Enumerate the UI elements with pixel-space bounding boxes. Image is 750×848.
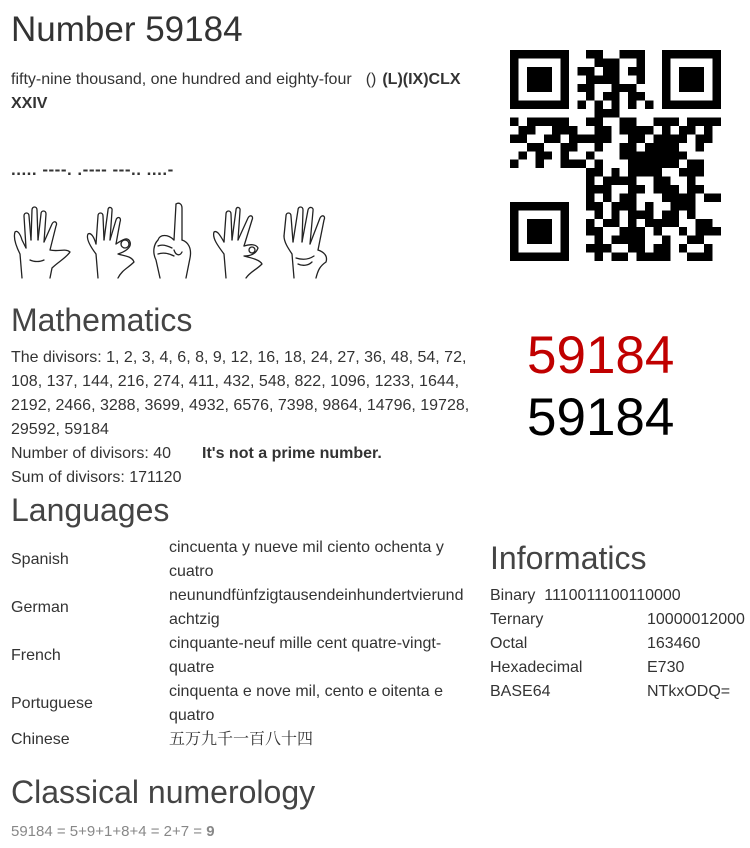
language-value [169, 584, 463, 632]
language-value-line: cuatro [169, 563, 214, 580]
info-value: NTkxODQ= [647, 683, 731, 700]
language-value-line: achtzig [169, 611, 220, 628]
number-words-block [11, 68, 481, 92]
language-value-line: quatre [169, 659, 215, 676]
table-row [11, 680, 463, 728]
divisors-line: 2192, 2466, 3288, 3699, 4932, 6576, 7398, 9864, 14796, 19728, [11, 397, 470, 414]
hand-nine-icon [78, 204, 142, 280]
info-row [490, 680, 731, 704]
info-row [490, 632, 701, 656]
mathematics-heading: Mathematics [11, 302, 193, 338]
info-row-binary [490, 584, 681, 608]
page-title: Number 59184 [11, 10, 243, 49]
language-value-line: cinquenta e nove mil, cento e oitenta e [169, 683, 443, 700]
language-value [169, 632, 463, 680]
big-number-black: 59184 [527, 388, 675, 447]
hand-one-icon [146, 200, 200, 280]
languages-heading: Languages [11, 492, 170, 528]
table-row [11, 536, 463, 584]
language-name: French [11, 647, 61, 664]
info-value: E730 [647, 659, 685, 676]
num-divisors: Number of divisors: 40 [11, 445, 172, 462]
paren-text: () [365, 71, 377, 88]
info-value: 163460 [647, 635, 701, 652]
languages-table [11, 536, 463, 752]
roman-numeral-part1: (L)(IX)CLX [382, 71, 461, 88]
language-value-line: quatro [169, 707, 215, 724]
numerology-equation: 59184 = 5+9+1+8+4 = 2+7 = [11, 823, 203, 840]
info-label: Hexadecimal [490, 659, 583, 676]
info-row [490, 656, 685, 680]
language-value-line: 五万九千一百八十四 [169, 731, 314, 748]
numerology-equation-row [11, 822, 215, 842]
table-row [11, 728, 463, 752]
language-name: Portuguese [11, 695, 93, 712]
info-label: Binary [490, 587, 536, 604]
table-row [11, 632, 463, 680]
sum-divisors: Sum of divisors: 171120 [11, 469, 182, 486]
info-label: Ternary [490, 611, 544, 628]
hand-signs [10, 200, 340, 282]
numerology-result: 9 [206, 823, 215, 840]
table-row [11, 584, 463, 632]
language-value [169, 728, 463, 752]
hand-five-icon [10, 202, 74, 280]
divisors-line: 29592, 59184 [11, 421, 109, 438]
morse-code: ..... ----. .---- ---.. ....- [11, 160, 174, 179]
hand-four-icon [276, 202, 338, 280]
info-value: 10000012000 [647, 611, 745, 628]
hand-eight-icon [208, 204, 270, 280]
info-label: BASE64 [490, 683, 551, 700]
info-row [490, 608, 745, 632]
numerology-heading: Classical numerology [11, 774, 316, 810]
big-number-red: 59184 [527, 326, 675, 385]
informatics-heading: Informatics [490, 540, 647, 576]
language-name: German [11, 599, 69, 616]
language-value [169, 536, 463, 584]
num-divisors-row [11, 442, 481, 466]
language-name: Chinese [11, 731, 70, 748]
language-value-line: neunundfünfzigtausendeinhundertvierund [169, 587, 464, 604]
prime-status: It's not a prime number. [202, 445, 382, 462]
divisors-line: 108, 137, 144, 216, 274, 411, 432, 548, 822, 1096, 1233, 1644, [11, 373, 460, 390]
language-value [169, 680, 463, 728]
info-value: 1110011100110000 [544, 587, 681, 604]
language-value-line: cincuenta y nueve mil ciento ochenta y [169, 539, 444, 556]
language-value-line: cinquante-neuf mille cent quatre-vingt- [169, 635, 442, 652]
qr-code-icon [510, 50, 721, 261]
divisors-block [11, 346, 481, 490]
info-label: Octal [490, 635, 528, 652]
number-words: fifty-nine thousand, one hundred and eighty-four [11, 71, 352, 88]
language-name: Spanish [11, 551, 69, 568]
divisors-line: The divisors: 1, 2, 3, 4, 6, 8, 9, 12, 16, 18, 24, 27, 36, 48, 54, 72, [11, 349, 467, 366]
roman-numeral-part2: XXIV [11, 95, 48, 112]
